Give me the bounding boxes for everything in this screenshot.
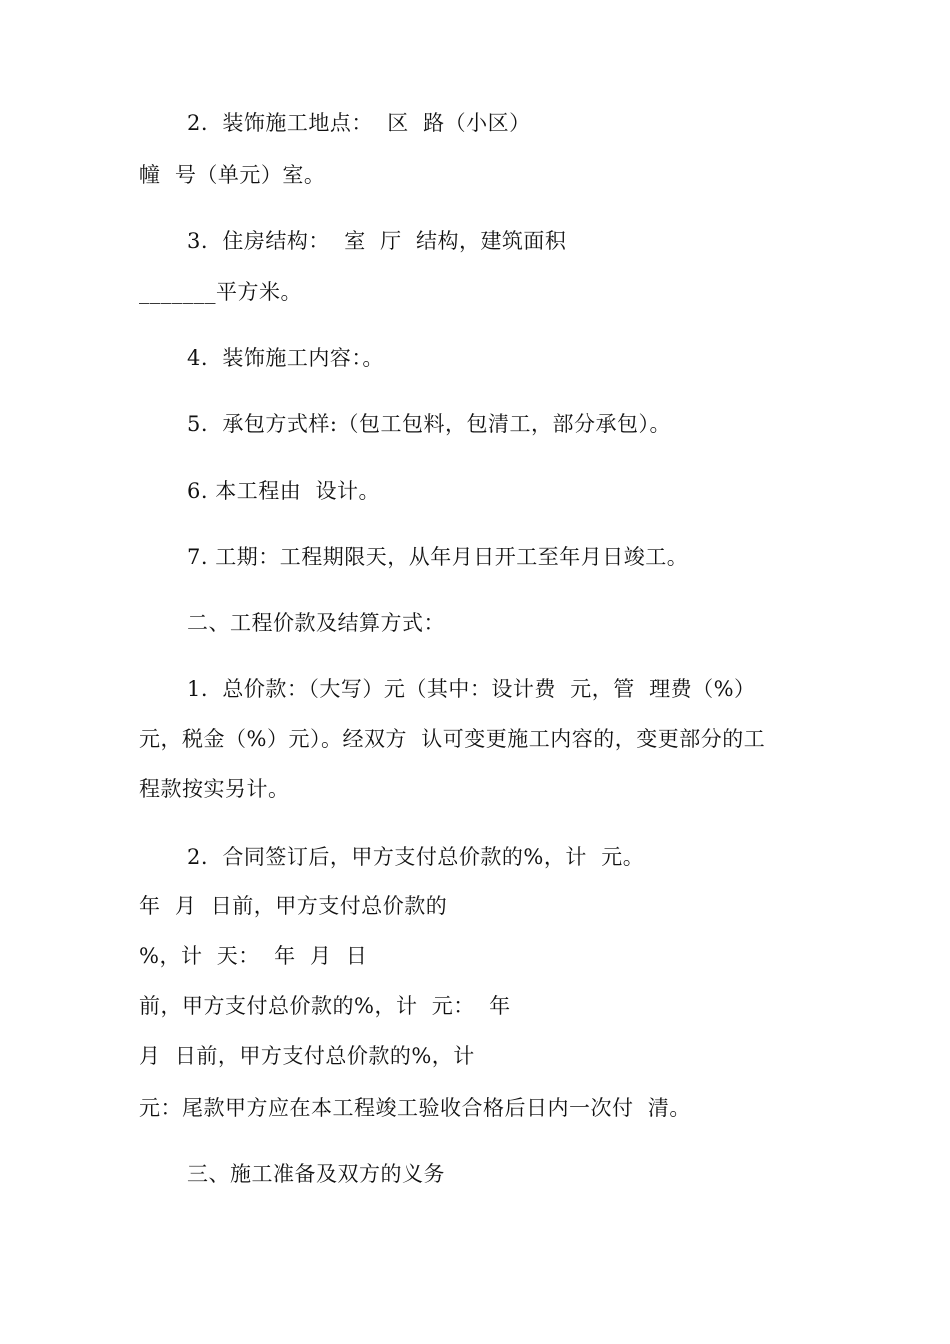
clause-6-design: 6. 本工程由 设计。 (187, 479, 381, 503)
section-3-heading: 三、施工准备及双方的义务 (187, 1162, 445, 1186)
clause-3-structure-cont: _______平方米。 (139, 280, 302, 304)
clause-5-contract-mode: 5. 承包方式样:（包工包料，包清工，部分承包）。 (187, 412, 671, 436)
price-clause-1-cont-a: 元，税金（%）元）。经双方 认可变更施工内容的，变更部分的工 (139, 727, 766, 751)
clause-3-structure: 3. 住房结构： 室 厅 结构，建筑面积 (187, 229, 567, 253)
price-clause-2-cont-a: 年 月 日前，甲方支付总价款的 (139, 894, 448, 918)
clause-4-content: 4. 装饰施工内容：。 (187, 346, 384, 370)
price-clause-2-cont-e: 元：尾款甲方应在本工程竣工验收合格后日内一次付 清。 (139, 1096, 691, 1120)
price-clause-2: 2. 合同签订后，甲方支付总价款的%，计 元。 (187, 845, 645, 869)
price-clause-1: 1. 总价款：（大写）元（其中：设计费 元，管 理费（%） (187, 677, 756, 701)
price-clause-2-cont-d: 月 日前，甲方支付总价款的%，计 (139, 1044, 475, 1068)
section-2-heading: 二、工程价款及结算方式： (187, 611, 445, 635)
price-clause-1-cont-b: 程款按实另计。 (139, 777, 290, 801)
price-clause-2-cont-c: 前，甲方支付总价款的%，计 元： 年 (139, 994, 511, 1018)
clause-7-period: 7. 工期：工程期限天，从年月日开工至年月日竣工。 (187, 545, 689, 569)
clause-2-location: 2. 装饰施工地点： 区 路（小区） (187, 111, 531, 135)
price-clause-2-cont-b: %，计 天： 年 月 日 (139, 944, 368, 968)
clause-2-location-cont: 幢 号（单元）室。 (139, 163, 326, 187)
